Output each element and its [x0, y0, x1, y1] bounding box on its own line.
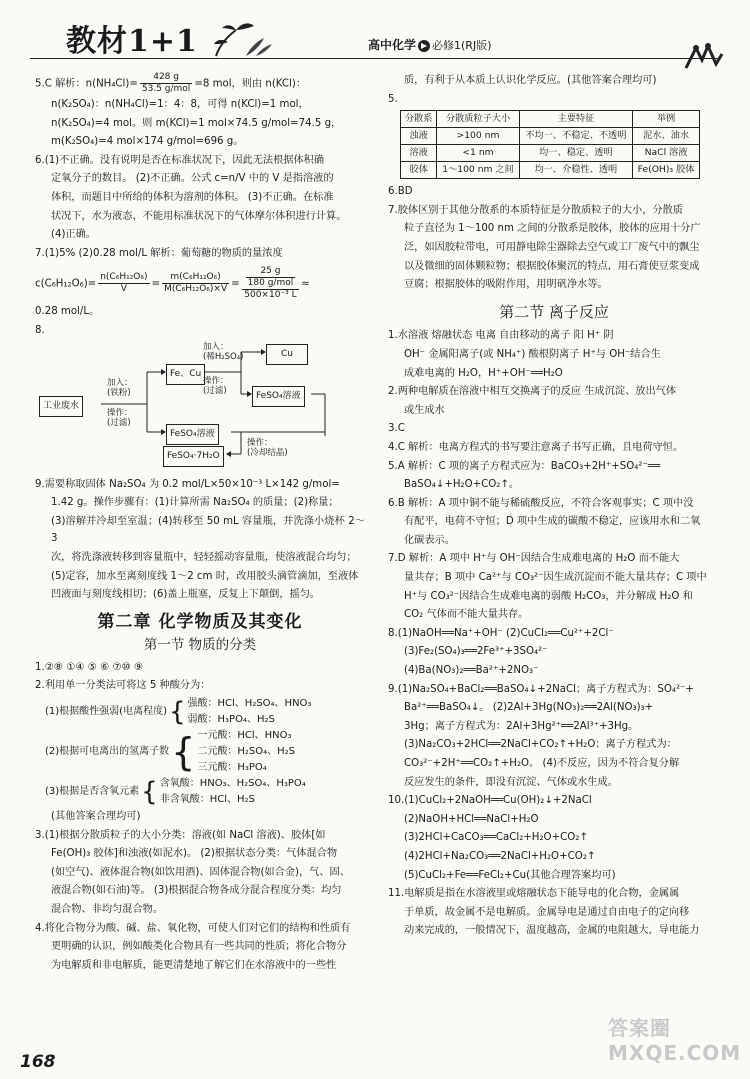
book-logo: 教材1+1 — [66, 24, 198, 59]
dispersion-table — [400, 110, 700, 179]
s4-answer: 4.C 解析：电离方程式的书写要注意离子书写正确，且电荷守恒。 — [388, 441, 684, 453]
s9-line: (3)Na₂CO₃+2HCl══2NaCl+CO₂↑+H₂O；离子方程式为： — [404, 739, 677, 751]
s7-line: CO₂ 气体而不能大量共存。 — [404, 609, 529, 621]
answer-5-text: 5.C 解析：n(NH₄Cl)= — [35, 78, 138, 90]
s9-line: 3Hg；离子方程式为：2Al+3Hg²⁺══2Al³⁺+3Hg。 — [404, 720, 639, 732]
flow-box-fecu: Fe、Cu — [166, 364, 205, 386]
q2-answer: 2.利用单一分类法可将这 5 种酸分为： — [35, 680, 211, 692]
flow-label-text: (过滤) — [203, 385, 227, 396]
table-header-cell: 举例 — [633, 111, 700, 128]
flow-box-feso4-a: FeSO₄溶液 — [252, 386, 305, 408]
q1-answer: 1.②⑧ ①④ ⑤ ⑥ ⑦⑩ ⑨ — [35, 661, 144, 673]
flow-label-text: 加入： — [107, 377, 133, 388]
q7-line: 粒子直径为 1～100 nm 之间的分散系是胶体，胶体的应用十分广 — [404, 223, 701, 235]
q7-line: 豆腐；根据胶体的吸附作用，用明矾净水等。 — [404, 279, 608, 291]
answer-6-line: (4)正确。 — [51, 229, 96, 241]
class-item: 二元酸：H₂SO₄、H₂S — [197, 746, 295, 758]
play-triangle-icon: ▶ — [418, 40, 430, 52]
section-title: 第一节 物质的分类 — [143, 637, 257, 654]
s6-answer: 6.B 解析：A 项中铜不能与稀硫酸反应，不符合客观事实；C 项中没 — [388, 497, 694, 509]
q3-line: Fe(OH)₃ 胶体]和浊液(如泥水)。 (2)根据状态分类：气体混合物 — [51, 848, 338, 860]
flow-box-feso4-b: FeSO₄溶液 — [166, 424, 219, 446]
s10-line: (5)CuCl₂+Fe══FeCl₂+Cu(其他合理答案均可) — [404, 869, 616, 881]
s10-answer: 10.(1)CuCl₂+2NaOH══Cu(OH)₂↓+2NaCl — [388, 795, 592, 807]
s11-line: 于单质，故金属不是电解质。金属导电是通过自由电子的定向移 — [404, 906, 690, 918]
brace-icon: { — [171, 730, 196, 775]
s6-line: 化碳表示。 — [404, 534, 455, 546]
flow-label-text: (冷却结晶) — [247, 447, 288, 458]
class-items — [197, 728, 295, 776]
s3-answer: 3.C — [388, 423, 405, 435]
right-column — [388, 72, 720, 941]
flow-label-text: 操作： — [203, 375, 229, 386]
answer-6-line: 体积，而题目中所给的体积为溶剂的体积。 (3)不正确。在标准 — [51, 191, 334, 203]
denominator: 180 g/mol — [247, 278, 294, 289]
answer-7-equation: c(C₆H₁₂O₆)= $\frac{\text{n(C₆H₁₂O₆)}}{V}$ = $\frac{\text{m(C₆H₁₂O₆)}}{\text{M(C₆H₁₂O₆)×V}}$ = $\frac{\frac{25 g}{\text{180 g/mol}}}{\text{500×10⁻³ L}}$ ≈ — [35, 266, 310, 301]
table-cell: 浊液 — [401, 128, 437, 145]
class-item: 三元酸：H₃PO₄ — [197, 762, 267, 774]
left-column — [35, 72, 365, 975]
s9-answer: 9.(1)Na₂SO₄+BaCl₂══BaSO₄↓+2NaCl；离子方程式为：SO₄²⁻+ — [388, 683, 694, 695]
fraction — [98, 272, 149, 295]
q7-line: 泛，如因胶粒带电，可用静电除尘器除去空气或工厂废气中的飘尘 — [404, 241, 700, 253]
q7-answer: 7.胶体区别于其他分散系的本质特征是分散质粒子的大小，分散质 — [388, 204, 683, 216]
denominator: M(C₆H₁₂O₆)×V — [164, 284, 228, 295]
table-cell: 不均一、不稳定、不透明 — [519, 128, 632, 145]
brace-icon: { — [141, 777, 158, 808]
q3-line: 混合物、非均匀混合物。 — [51, 904, 164, 916]
class-item: 一元酸：HCl、HNO₃ — [197, 730, 292, 742]
answer-6-line: 定氧分子的数目。 (2)不正确。公式 c=n/V 中的 V 是指溶液的 — [51, 173, 334, 185]
table-cell: 泥水、油水 — [633, 128, 700, 145]
s1-line: OH⁻ 金属阳离子(或 NH₄⁺) 酸根阴离子 H⁺与 OH⁻结合生 — [404, 348, 661, 360]
q4-line: 更明确的认识，例如酸类化合物具有一些共同的性质；将化合物分 — [51, 941, 347, 953]
s1-line: 成难电离的 H₂O，H⁺+OH⁻══H₂O — [404, 367, 563, 379]
denominator: 500×10⁻³ L — [244, 290, 297, 301]
flow-label-text: 操作： — [247, 437, 273, 448]
section-title: 第二节 离子反应 — [499, 302, 609, 321]
s11-line: 动来完成的，一般情况下，温度越高，金属的电阻越大，导电能力 — [404, 925, 700, 937]
flowchart — [35, 342, 355, 472]
flow-label-text: 操作： — [107, 407, 133, 418]
q4-line: 为电解质和非电解质，能更清楚地了解它们在水溶液中的一些性 — [51, 959, 337, 971]
flow-label — [203, 342, 243, 362]
figure-decoration-icon — [682, 42, 726, 72]
flow-box-crystal: FeSO₄·7H₂O — [163, 446, 224, 468]
q4-answer: 4.将化合物分为酸、碱、盐、氧化物，可使人们对它们的结构和性质有 — [35, 922, 351, 934]
class-group — [35, 696, 365, 728]
answer-5-line: m(K₂SO₄)=4 mol×174 g/mol=696 g。 — [51, 136, 244, 148]
table-cell: 均一、介稳性、透明 — [519, 162, 632, 179]
table-cell: 1～100 nm 之间 — [437, 162, 519, 179]
answer-5-line: n(K₂SO₄)：n(NH₄Cl)=1：4：8，可得 n(KCl)=1 mol， — [51, 99, 309, 110]
fraction — [140, 72, 192, 95]
page-header — [30, 14, 720, 64]
answer-9-line: (5)定容，加水至离刻度线 1～2 cm 时，改用胶头滴管滴加，至液体 — [51, 570, 359, 582]
fraction — [162, 272, 229, 295]
q3-answer: 3.(1)根据分散质粒子的大小分类：溶液(如 NaCl 溶液)、胶体[如 — [35, 829, 326, 841]
flow-label-text: 加入： — [203, 341, 229, 352]
table-cell: NaCl 溶液 — [633, 145, 700, 162]
table-cell: Fe(OH)₃ 胶体 — [633, 162, 700, 179]
fraction — [246, 266, 296, 289]
table-row — [401, 162, 700, 179]
table-cell: <1 nm — [437, 145, 519, 162]
flow-box-waste: 工业废水 — [39, 396, 83, 418]
q5-label: 5. — [388, 93, 398, 105]
class-criterion: (2)根据可电离出的氢离子数 — [45, 746, 170, 758]
flow-label — [107, 408, 133, 428]
table-header-cell: 主要特征 — [519, 111, 632, 128]
plant-decoration-icon — [206, 18, 276, 58]
flow-label-text: (铁粉) — [107, 387, 131, 398]
answer-9-line: 凹液面与刻度线相切；(6)盖上瓶塞，反复上下颠倒，摇匀。 — [51, 589, 321, 601]
chapter-title: 第二章 化学物质及其变化 — [97, 611, 303, 632]
s8-line: (3)Fe₂(SO₄)₃══2Fe³⁺+3SO₄²⁻ — [404, 646, 548, 658]
q4-continued: 质，有利于从本质上认识化学反应。(其他答案合理均可) — [404, 75, 657, 86]
q3-line: 液混合物(如石油)等。 (3)根据混合物各成分混合程度分类：均匀 — [51, 885, 342, 897]
numerator: 428 g — [140, 72, 192, 84]
flow-label — [107, 378, 133, 398]
class-criterion: (3)根据是否含氧元素 — [45, 786, 140, 798]
subject-label: 高中化学 — [368, 38, 417, 52]
numerator-nested — [242, 266, 300, 290]
s10-line: (3)2HCl+CaCO₃══CaCl₂+H₂O+CO₂↑ — [404, 832, 588, 844]
q6-answer: 6.BD — [388, 186, 413, 198]
answer-7: 7.(1)5% (2)0.28 mol/L 解析：葡萄糖的物质的量浓度 — [35, 247, 283, 259]
answer-7-result: 0.28 mol/L。 — [35, 306, 100, 318]
flow-label — [203, 376, 229, 396]
table-header-cell: 分散质粒子大小 — [437, 111, 519, 128]
class-item: 弱酸：H₃PO₄、H₂S — [187, 714, 275, 726]
flow-label — [247, 438, 288, 458]
q7-line: 以及微细的固体颗粒物；根据胶体聚沉的特点，用石膏使豆浆变成 — [404, 260, 700, 272]
s9-line: CO₃²⁻+2H⁺══CO₂↑+H₂O。 (4)不反应，因为不符合复分解 — [404, 758, 680, 769]
table-header-row — [401, 111, 700, 128]
header-subject — [368, 36, 491, 53]
s10-line: (2)NaOH+HCl══NaCl+H₂O — [404, 813, 539, 825]
numerator: m(C₆H₁₂O₆) — [162, 272, 229, 284]
answer-9-line: (3)溶解并冷却至室温；(4)转移至 50 mL 容量瓶，并洗涤小烧杯 2～3 — [51, 515, 365, 545]
answer-5-text-b: =8 mol，则由 n(KCl)： — [194, 78, 307, 90]
table-cell: 均一、稳定、透明 — [519, 145, 632, 162]
s8-line: (4)Ba(NO₃)₂══Ba²⁺+2NO₃⁻ — [404, 665, 539, 677]
flow-box-cu: Cu — [266, 344, 308, 366]
class-criterion: (1)根据酸性强弱(电离程度) — [45, 706, 167, 718]
class-item: 强酸：HCl、H₂SO₄、HNO₃ — [187, 698, 312, 710]
eq-approx: ≈ — [301, 278, 310, 290]
answer-5-line: n(K₂SO₄)=4 mol。则 m(KCl)=1 mol×74.5 g/mol=74.5 g， — [51, 117, 342, 129]
answer-6-line: 状况下，水为液态，不能用标准状况下的气体摩尔体积进行计算。 — [51, 210, 347, 222]
s10-line: (4)2HCl+Na₂CO₃══2NaCl+H₂O+CO₂↑ — [404, 850, 596, 862]
q2-note: (其他答案合理均可) — [51, 811, 141, 823]
eq-lhs: c(C₆H₁₂O₆)= — [35, 278, 97, 290]
table-cell: 溶液 — [401, 145, 437, 162]
answer-9-line: 次，将洗涤液转移到容量瓶中，轻轻摇动容量瓶，使溶液混合均匀； — [51, 551, 357, 563]
acid-classification — [35, 696, 365, 808]
s5-answer: 5.A 解析：C 项的离子方程式应为：BaCO₃+2H⁺+SO₄²⁻══ — [388, 460, 661, 472]
q3-line: (如空气)、液体混合物(如饮用酒)、固体混合物(如合金)，气、固、 — [51, 866, 350, 878]
answer-8-label: 8. — [35, 324, 45, 336]
answer-9: 9.需要称取固体 Na₂SO₄ 为 0.2 mol/L×50×10⁻³ L×142 g/mol= — [35, 478, 340, 490]
answer-9-line: 1.42 g。操作步骤有：(1)计算所需 Na₂SO₄ 的质量；(2)称量； — [51, 497, 339, 509]
answer-6: 6.(1)不正确。没有说明是否在标准状况下，因此无法根据体积确 — [35, 154, 325, 166]
table-row — [401, 145, 700, 162]
flow-label-text: (稀H₂SO₄) — [203, 351, 244, 362]
table-row — [401, 128, 700, 145]
table-cell: >100 nm — [437, 128, 519, 145]
edition-label: 必修1(RJ版) — [432, 39, 492, 52]
answer-5 — [35, 72, 365, 95]
s6-line: 有配平，电荷不守恒；D 项中生成的碳酸不稳定，应该用水和二氧 — [404, 516, 701, 528]
page-number: 168 — [20, 1052, 56, 1072]
s9-line: 反应发生的条件，即没有沉淀、气体或水生成。 — [404, 776, 618, 788]
s8-answer: 8.(1)NaOH══Na⁺+OH⁻ (2)CuCl₂══Cu²⁺+2Cl⁻ — [388, 627, 614, 639]
s9-line: Ba²⁺══BaSO₄↓。 (2)2Al+3Hg(NO₃)₂══2Al(NO₃)₃+ — [404, 702, 654, 714]
s1-answer: 1.水溶液 熔融状态 电离 自由移动的离子 阳 H⁺ 阴 — [388, 330, 614, 342]
s7-line: H⁺与 CO₃²⁻因结合生成难电离的弱酸 H₂CO₃，并分解成 H₂O 和 — [404, 590, 693, 602]
class-group — [35, 776, 365, 808]
class-items — [160, 776, 306, 808]
header-rule — [30, 58, 720, 59]
watermark: 答案圈 MXQE.COM — [608, 1016, 742, 1065]
class-item: 含氧酸：HNO₃、H₂SO₄、H₃PO₄ — [159, 778, 306, 790]
fraction — [242, 266, 300, 301]
numerator: n(C₆H₁₂O₆) — [100, 272, 148, 283]
s11-answer: 11.电解质是指在水溶液里或熔融状态下能导电的化合物，金属属 — [388, 888, 680, 900]
brace-icon: { — [168, 697, 186, 728]
s7-answer: 7.D 解析：A 项中 H⁺与 OH⁻因结合生成难电离的 H₂O 而不能大 — [388, 553, 680, 565]
table-header-cell: 分散系 — [401, 111, 437, 128]
table-cell: 胶体 — [401, 162, 437, 179]
s2-line: 或生成水 — [404, 404, 445, 416]
s7-line: 量共存；B 项中 Ca²⁺与 CO₃²⁻因生成沉淀而不能大量共存；C 项中 — [404, 572, 707, 584]
class-item: 非含氧酸：HCl、H₂S — [159, 794, 255, 806]
class-group — [35, 728, 365, 776]
s2-answer: 2.两种电解质在溶液中相互交换离子的反应 生成沉淀、放出气体 — [388, 386, 677, 398]
class-items — [188, 696, 312, 728]
denominator: 53.5 g/mol — [141, 84, 191, 94]
numerator: 25 g — [246, 266, 296, 278]
denominator: V — [120, 284, 127, 295]
s5-line: BaSO₄↓+H₂O+CO₂↑。 — [404, 479, 520, 491]
flow-label-text: (过滤) — [107, 417, 131, 428]
